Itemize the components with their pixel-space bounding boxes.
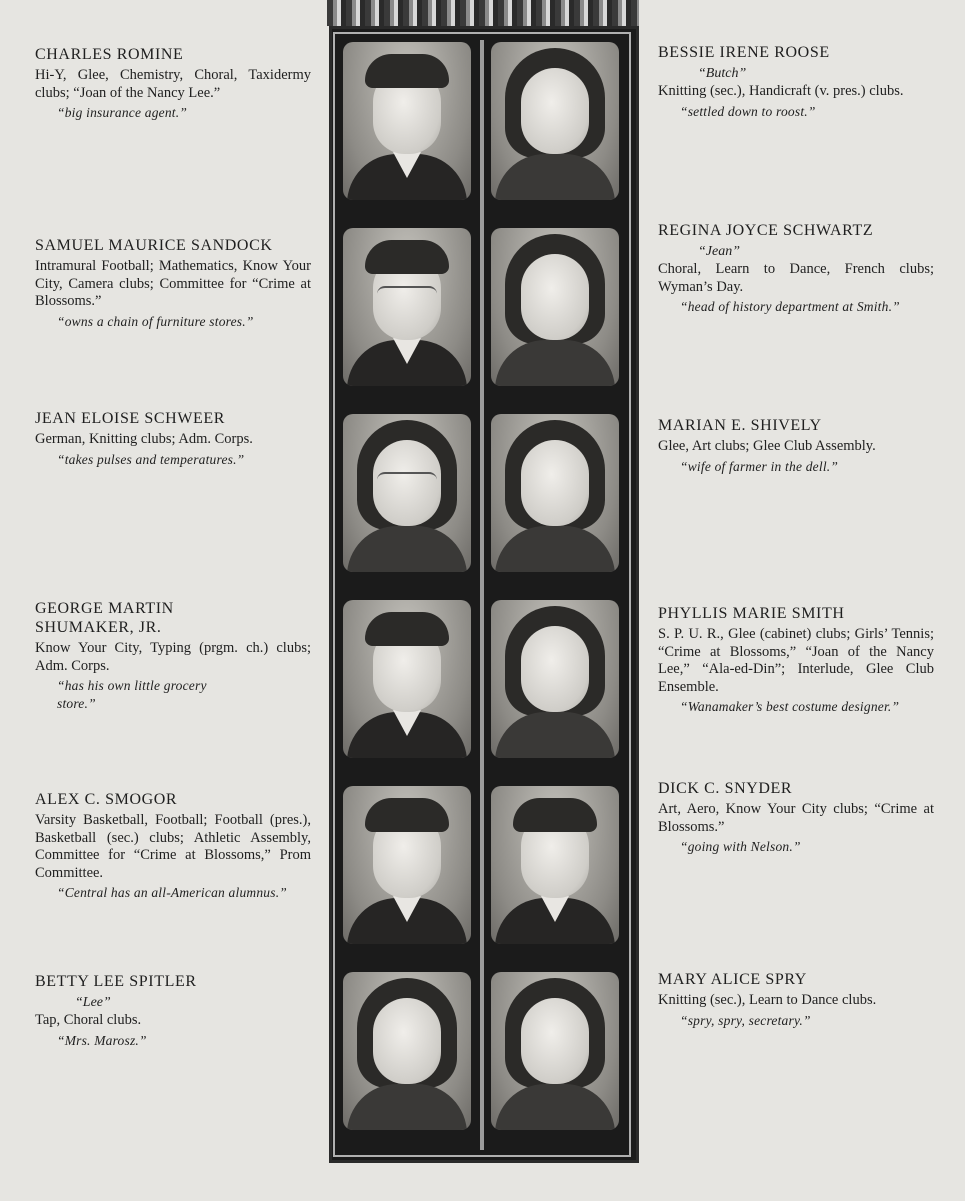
activities-text: Varsity Basketball, Football; Football (pres.), Basketball (sec.) clubs; Athletic Assembly, Committee for “Crime at Blossoms,” Prom Committee.: [35, 812, 311, 881]
student-name: GEORGE MARTIN SHUMAKER, JR.: [35, 600, 174, 636]
activities-text: Art, Aero, Know Your City clubs; “Crime at Blossoms.”: [658, 801, 934, 835]
student-name: DICK C. SNYDER: [658, 780, 793, 797]
portrait-photo-regina-schwartz: [491, 228, 619, 386]
prophecy-quote: “Wanamaker’s best costume designer.”: [680, 699, 900, 714]
portrait-photo-phyllis-smith: [491, 600, 619, 758]
portrait-photo-alex-smogor: [343, 786, 471, 944]
portrait-photo-samuel-sandock: [343, 228, 471, 386]
portrait-photo-charles-romine: [343, 42, 471, 200]
activities-text: Know Your City, Typing (prgm. ch.) clubs; Adm. Corps.: [35, 640, 311, 674]
student-name: SAMUEL MAURICE SANDOCK: [35, 237, 273, 254]
portrait-photo-mary-spry: [491, 972, 619, 1130]
activities-text: Glee, Art clubs; Glee Club Assembly.: [658, 438, 876, 454]
activities-text: Intramural Football; Mathematics, Know Your City, Camera clubs; Committee for “Crime at Blossoms.”: [35, 258, 311, 309]
nickname: “Butch”: [698, 66, 747, 81]
activities-text: German, Knitting clubs; Adm. Corps.: [35, 431, 253, 447]
prophecy-quote: “wife of farmer in the dell.”: [680, 458, 839, 474]
activities-text: Choral, Learn to Dance, French clubs; Wyman’s Day.: [658, 261, 934, 295]
prophecy-quote: “Mrs. Marosz.”: [57, 1032, 147, 1048]
senior-entry: [658, 221, 934, 316]
prophecy-quote: “big insurance agent.”: [57, 105, 188, 120]
senior-entry: [658, 604, 934, 716]
senior-entry: [658, 416, 934, 475]
prophecy-quote: “has his own little grocery store.”: [57, 678, 207, 711]
portrait-photo-marian-shively: [491, 414, 619, 572]
student-name: PHYLLIS MARIE SMITH: [658, 605, 845, 622]
senior-entry: [35, 972, 311, 1049]
student-name: ALEX C. SMOGOR: [35, 791, 178, 808]
decorative-header-art: [327, 0, 639, 26]
prophecy-quote: “going with Nelson.”: [680, 839, 801, 854]
student-name: BETTY LEE SPITLER: [35, 973, 197, 990]
activities-text: Hi-Y, Glee, Chemistry, Choral, Taxidermy clubs; “Joan of the Nancy Lee.”: [35, 67, 311, 101]
senior-entry: [658, 970, 934, 1029]
senior-entry: [658, 779, 934, 856]
portrait-photo-jean-schweer: [343, 414, 471, 572]
student-name: JEAN ELOISE SCHWEER: [35, 410, 226, 427]
prophecy-quote: “spry, spry, secretary.”: [680, 1012, 811, 1028]
nickname: “Lee”: [75, 995, 111, 1010]
student-name: MARIAN E. SHIVELY: [658, 417, 822, 434]
prophecy-quote: “takes pulses and temperatures.”: [57, 451, 245, 467]
portrait-photo-george-shumaker: [343, 600, 471, 758]
prophecy-quote: “head of history department at Smith.”: [680, 299, 900, 314]
prophecy-quote: “Central has an all-American alumnus.”: [57, 885, 287, 900]
photo-strip-divider: [480, 40, 484, 1150]
portrait-photo-bessie-roose: [491, 42, 619, 200]
senior-entry: [658, 43, 934, 120]
portrait-photo-dick-snyder: [491, 786, 619, 944]
senior-entry: [35, 236, 311, 330]
activities-text: Knitting (sec.), Learn to Dance clubs.: [658, 992, 877, 1008]
student-name: REGINA JOYCE SCHWARTZ: [658, 222, 874, 239]
senior-entry: [35, 45, 311, 122]
activities-text: Tap, Choral clubs.: [35, 1012, 142, 1028]
senior-entry: [35, 409, 311, 468]
student-name: BESSIE IRENE ROOSE: [658, 44, 830, 61]
activities-text: S. P. U. R., Glee (cabinet) clubs; Girls’ Tennis; “Crime at Blossoms,” “Joan of the Nancy Lee,” “Ala-ed-Din”; Interlude, Glee Club Ensemble.: [658, 626, 934, 695]
senior-entry: [35, 790, 311, 902]
prophecy-quote: “owns a chain of furniture stores.”: [57, 313, 254, 329]
prophecy-quote: “settled down to roost.”: [680, 103, 816, 119]
nickname: “Jean”: [698, 244, 740, 259]
student-name: CHARLES ROMINE: [35, 46, 184, 63]
portrait-photo-betty-spitler: [343, 972, 471, 1130]
student-name: MARY ALICE SPRY: [658, 971, 807, 988]
senior-entry: [35, 599, 311, 712]
activities-text: Knitting (sec.), Handicraft (v. pres.) clubs.: [658, 83, 904, 99]
